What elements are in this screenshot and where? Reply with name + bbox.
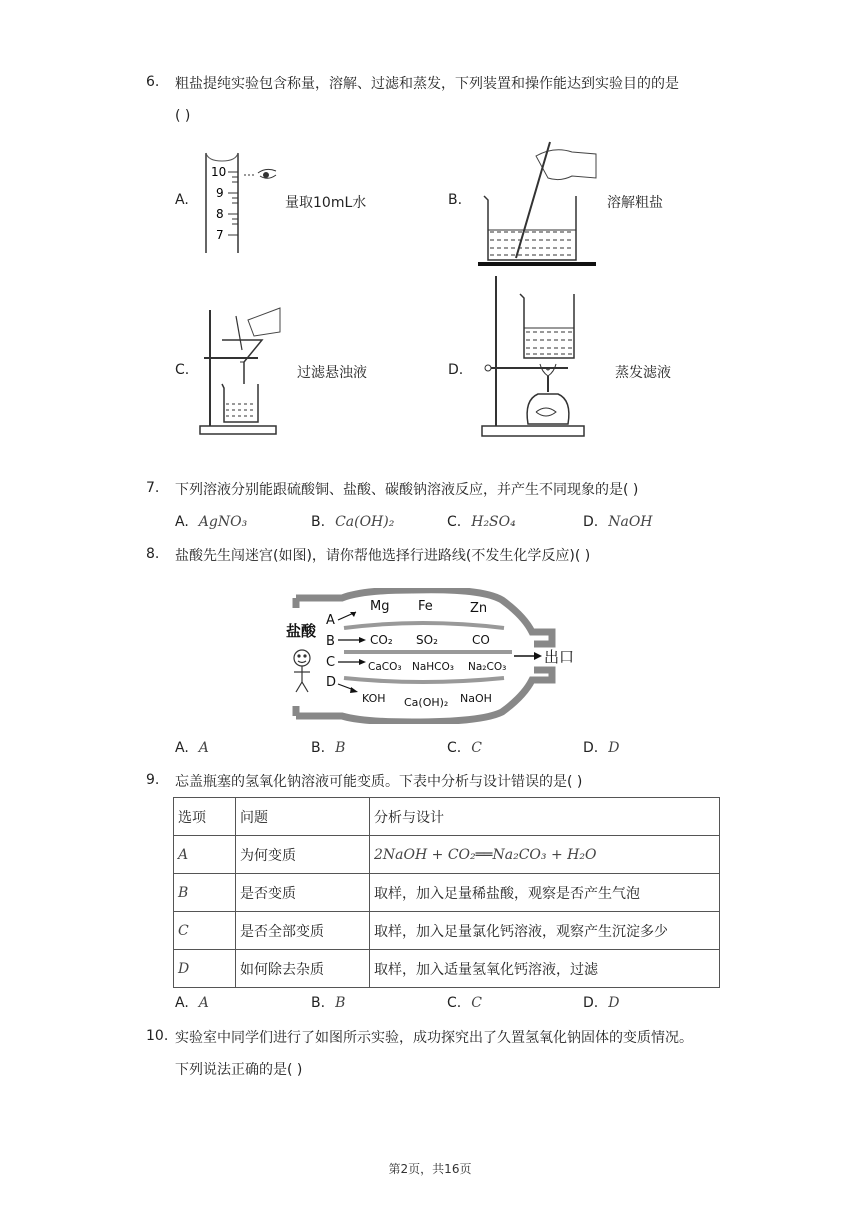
route-item: NaHCO₃ — [412, 661, 454, 673]
option-a — [175, 740, 209, 756]
route-item: CaCO₃ — [368, 661, 402, 673]
table-row — [174, 950, 720, 988]
route-item: NaOH — [460, 692, 492, 705]
option-caption: 蒸发滤液 — [615, 365, 671, 381]
option-label: C. — [447, 514, 462, 530]
page-footer: 第2页，共16页 — [388, 1162, 472, 1176]
table-cell: 为何变质 — [236, 836, 370, 874]
route-item: KOH — [362, 692, 386, 705]
option-caption: 溶解粗盐 — [607, 195, 663, 211]
exit-label: 出口 — [544, 648, 575, 666]
option-label: B. — [311, 514, 326, 530]
route-letter: B — [326, 634, 335, 649]
maze-figure — [282, 588, 602, 724]
eye-icon — [244, 169, 276, 178]
option-label: A. — [175, 192, 189, 208]
table-cell: 2NaOH + CO₂══Na₂CO₃ + H₂O — [370, 836, 720, 874]
option-value: NaOH — [608, 514, 653, 530]
option-b — [311, 995, 345, 1011]
option-label: A. — [175, 740, 189, 756]
table-cell: 取样，加入适量氢氧化钙溶液，过滤 — [370, 950, 720, 988]
hydrochloric-acid-character — [294, 650, 310, 692]
option-d — [583, 995, 619, 1011]
table-row — [174, 874, 720, 912]
option-label: D. — [583, 514, 599, 530]
option-c — [447, 995, 482, 1011]
route-item: CO — [472, 633, 490, 647]
question-stem-line2: 下列说法正确的是( ) — [175, 1062, 303, 1078]
option-b — [311, 740, 345, 756]
table-header: 分析与设计 — [370, 798, 720, 836]
scale-mark: 9 — [216, 186, 224, 200]
evaporation-figure — [476, 272, 586, 440]
option-value: H₂SO₄ — [471, 514, 516, 530]
table-row — [174, 912, 720, 950]
question-number: 6. — [146, 74, 160, 90]
table-cell: A — [174, 836, 236, 874]
option-label: D. — [583, 995, 599, 1011]
option-caption: 量取10mL水 — [285, 195, 367, 211]
scale-mark: 7 — [216, 228, 224, 242]
option-c — [447, 514, 516, 530]
table-cell: 取样，加入足量稀盐酸，观察是否产生气泡 — [370, 874, 720, 912]
route-item: Mg — [370, 599, 390, 614]
option-label: B. — [311, 740, 326, 756]
question-number: 9. — [146, 772, 160, 788]
question-number: 8. — [146, 546, 160, 562]
option-value: B — [335, 740, 346, 756]
question-stem: 下列溶液分别能跟硫酸铜、盐酸、碳酸钠溶液反应，并产生不同现象的是( ) — [175, 482, 639, 498]
scale-mark: 10 — [211, 165, 227, 179]
option-value: C — [471, 740, 482, 756]
option-label: C. — [447, 995, 462, 1011]
route-item: SO₂ — [416, 633, 438, 647]
option-value: AgNO₃ — [198, 514, 248, 530]
table-cell: C — [174, 912, 236, 950]
option-label: C. — [447, 740, 462, 756]
route-arrowhead — [350, 687, 358, 693]
table-header: 选项 — [174, 798, 236, 836]
question-number: 10. — [146, 1028, 169, 1044]
table-cell: 是否全部变质 — [236, 912, 370, 950]
option-label: C. — [175, 362, 190, 378]
table-cell: D — [174, 950, 236, 988]
table-header-row — [174, 798, 720, 836]
route-item: Na₂CO₃ — [468, 661, 507, 673]
question-number: 7. — [146, 480, 160, 496]
route-item: CO₂ — [370, 633, 393, 647]
beaker-stirring-figure — [476, 138, 606, 268]
option-caption: 过滤悬浊液 — [297, 365, 367, 381]
filtration-figure — [196, 298, 286, 438]
option-label: B. — [311, 995, 326, 1011]
route-item: Zn — [470, 601, 488, 616]
table-cell: 是否变质 — [236, 874, 370, 912]
route-arrowhead — [359, 659, 366, 665]
option-value: D — [608, 995, 620, 1011]
option-label: A. — [175, 514, 189, 530]
option-value: Ca(OH)₂ — [335, 514, 395, 530]
route-letter: A — [326, 613, 335, 628]
exit-arrowhead — [534, 652, 542, 660]
route-item: Ca(OH)₂ — [404, 696, 449, 709]
option-label: B. — [448, 192, 463, 208]
table-row — [174, 836, 720, 874]
route-letter: D — [326, 675, 337, 690]
question-stem: 盐酸先生闯迷宫(如图)，请你帮他选择行进路线(不发生化学反应)( ) — [175, 548, 591, 564]
option-a — [175, 995, 209, 1011]
question-stem: 粗盐提纯实验包含称量，溶解、过滤和蒸发，下列装置和操作能达到实验目的的是 — [175, 76, 679, 92]
route-arrowhead — [359, 637, 366, 643]
option-label: D. — [448, 362, 464, 378]
graduated-cylinder-figure — [196, 145, 286, 255]
option-value: B — [335, 995, 346, 1011]
option-label: D. — [583, 740, 599, 756]
table-cell: 如何除去杂质 — [236, 950, 370, 988]
option-value: C — [471, 995, 482, 1011]
table-cell: 取样，加入足量氯化钙溶液，观察产生沉淀多少 — [370, 912, 720, 950]
option-value: A — [198, 995, 209, 1011]
route-item: Fe — [418, 599, 433, 614]
scale-mark: 8 — [216, 207, 224, 221]
table-header: 问题 — [236, 798, 370, 836]
question-stem: 实验室中同学们进行了如图所示实验，成功探究出了久置氢氧化钠固体的变质情况。 — [175, 1030, 693, 1046]
option-value: A — [198, 740, 209, 756]
route-letter: C — [326, 655, 336, 670]
character-label: 盐酸 — [286, 622, 317, 640]
question-stem-line2: ( ) — [175, 108, 191, 124]
table-cell: B — [174, 874, 236, 912]
question-stem: 忘盖瓶塞的氢氧化钠溶液可能变质。下表中分析与设计错误的是( ) — [175, 774, 583, 790]
option-label: A. — [175, 995, 189, 1011]
option-value: D — [608, 740, 620, 756]
analysis-table — [173, 797, 720, 988]
option-b — [311, 514, 394, 530]
option-d — [583, 740, 619, 756]
option-c — [447, 740, 482, 756]
option-d — [583, 514, 653, 530]
option-a — [175, 514, 247, 530]
